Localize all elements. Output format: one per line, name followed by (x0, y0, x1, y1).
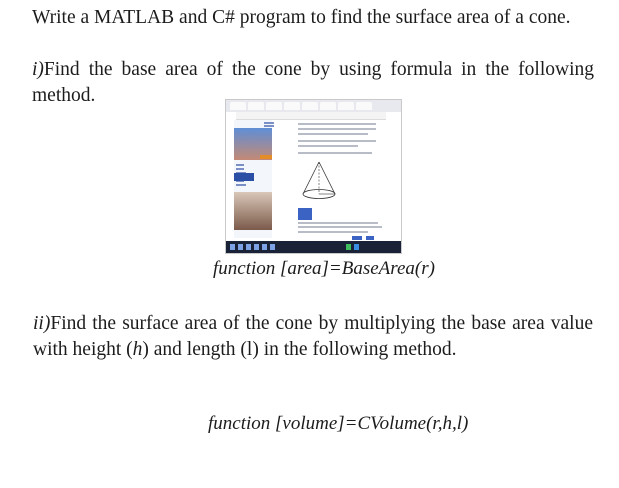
taskbar-icon (246, 244, 251, 250)
link-block (298, 208, 312, 220)
ad-photo (234, 192, 272, 230)
text-line (298, 128, 376, 130)
browser-tab (284, 102, 300, 110)
browser-tab-bar (226, 100, 401, 112)
sidebar-link (236, 184, 246, 186)
link-block (352, 236, 362, 240)
base-area-function-signature: function [area]=BaseArea(r) (213, 258, 435, 279)
browser-tab (356, 102, 372, 110)
ad-badge (260, 155, 272, 159)
question-intro: Write a MATLAB and C# program to find the surface area of a cone. (32, 7, 571, 28)
part-2-label: ii) (33, 313, 51, 334)
cone-diagram-icon (300, 160, 338, 202)
text-line (298, 152, 372, 154)
sidebar-link (264, 122, 274, 124)
taskbar-icon (354, 244, 359, 250)
os-taskbar (226, 241, 401, 253)
link-block (366, 236, 374, 240)
browser-tab (338, 102, 354, 110)
sidebar-link (236, 168, 244, 170)
part-2-text-b: ) and length (l) in the following method. (142, 339, 457, 360)
text-line (298, 226, 382, 228)
part-2-instruction (33, 311, 593, 363)
browser-tab (302, 102, 318, 110)
text-line (298, 222, 378, 224)
taskbar-icon (254, 244, 259, 250)
browser-tab (248, 102, 264, 110)
part-2-text-a: Find the surface area of the cone by multiplying the base area value with height ( (33, 313, 593, 360)
sidebar-link (264, 125, 274, 127)
part-1-label: i) (32, 59, 44, 80)
taskbar-icon (262, 244, 267, 250)
taskbar-icon (346, 244, 351, 250)
browser-tab (230, 102, 246, 110)
browser-tab (320, 102, 336, 110)
browser-tab (266, 102, 282, 110)
text-line (298, 231, 368, 233)
ad-logo (234, 173, 254, 181)
text-line (298, 145, 358, 147)
sidebar-link (236, 164, 244, 166)
text-line (298, 123, 376, 125)
taskbar-icon (270, 244, 275, 250)
address-bar (236, 112, 386, 120)
volume-function-signature: function [volume]=CVolume(r,h,l) (208, 413, 469, 434)
embedded-screenshot (225, 99, 402, 254)
taskbar-icon (230, 244, 235, 250)
text-line (298, 140, 376, 142)
taskbar-icon (238, 244, 243, 250)
height-variable: h (132, 339, 143, 360)
part-1-text: Find the base area of the cone by using formula in the following method. (32, 59, 594, 106)
text-line (298, 133, 368, 135)
